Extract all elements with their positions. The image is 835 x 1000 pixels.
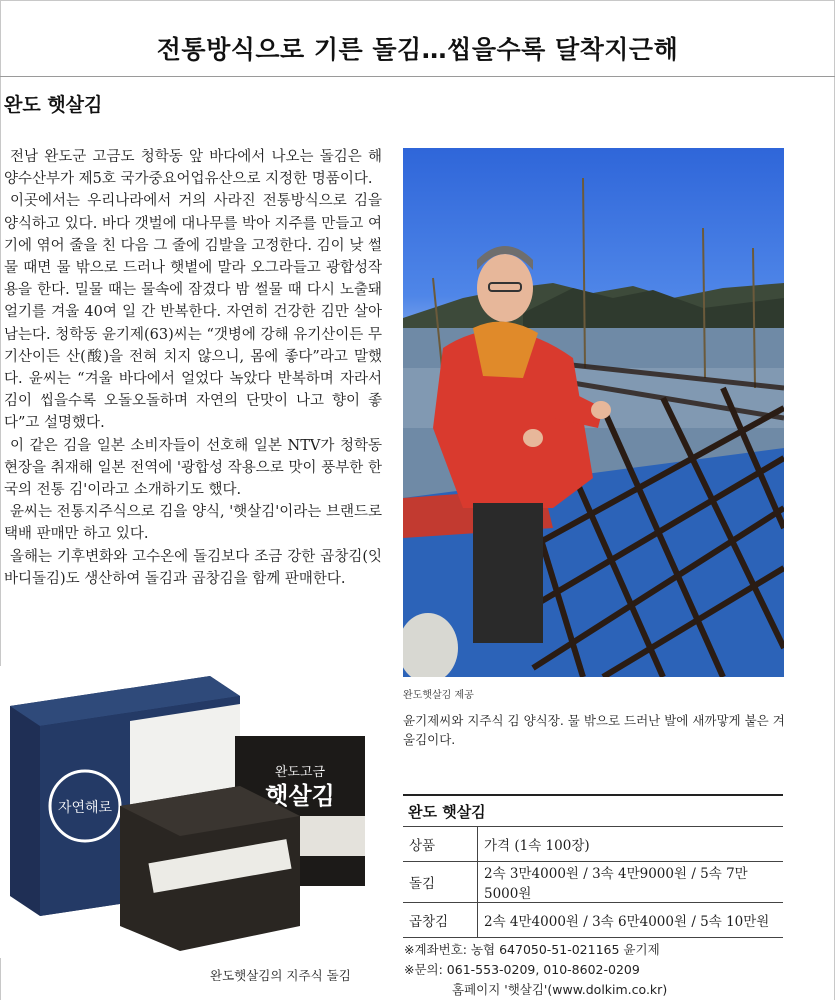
body-paragraph: 이곳에서는 우리나라에서 거의 사라진 전통방식으로 김을 양식하고 있다. 바다 갯벌에 대나무를 박아 지주를 만들고 여기에 엮어 줄을 친 다음 그 줄에 김발을 고정한다. 김이 낮 썰물 때면 물 밖으로 드러나 햇볕에 말라 오그라들고 광합성작용을 한다. 밀물 때는 물속에 잠겼다 밤 썰물 때 다시 노출돼 얼기를 겨울 40여 일 간 반복한다. 자연히 건강한 김만 살아남는다. 청학동 윤기제(63)씨는 “갯병에 강해 유기산이든 무기산이든 산(酸)을 전혀 치지 않으니, 몸에 좋다”라고 말했다. 윤씨는 “겨울 바다에서 얼었다 녹았다 반복하며 자라서 김이 씹을수록 오돌오돌하며 자연의 단맛이 나고 향이 좋다”고 설명했다.	[4, 193, 382, 432]
pack-big-text: 햇살김	[265, 782, 335, 810]
photo-credit: 완도햇살김 제공	[403, 690, 474, 701]
table-cell: 상품	[403, 827, 478, 862]
body-paragraph: 윤씨는 전통지주식으로 김을 양식, '햇살김'이라는 브랜드로 택배 판매만 하고 있다.	[4, 504, 382, 543]
body-paragraph: 전남 완도군 고금도 청학동 앞 바다에서 나오는 돌김은 해양수산부가 제5호 국가중요어업유산으로 지정한 명품이다.	[4, 149, 382, 188]
table-cell: 곱창김	[403, 903, 478, 938]
article-body	[4, 146, 382, 590]
body-paragraph: 이 같은 김을 일본 소비자들이 선호해 일본 NTV가 청학동 현장을 취재해 일본 전역에 '광합성 작용으로 맛이 풍부한 한국의 전통 김'이라고 소개하기도 했다.	[4, 437, 382, 499]
article-subhead: 완도 햇살김	[4, 94, 103, 116]
table-row	[403, 862, 783, 903]
body-paragraph: 올해는 기후변화와 고수온에 돌김보다 조금 강한 곱창김(잇바디돌김)도 생산하여 돌김과 곱창김을 함께 판매한다.	[4, 548, 382, 587]
product-caption: 완도햇살김의 지주식 돌김	[210, 968, 351, 983]
table-cell: 2속 4만4000원 / 3속 6만4000원 / 5속 10만원	[478, 903, 784, 938]
product-photo	[0, 666, 380, 958]
seaweed-farm-illustration	[403, 148, 784, 677]
photo-caption: 윤기제씨와 지주식 김 양식장. 물 밖으로 드러난 발에 새까맣게 붙은 겨울김이다.	[403, 713, 785, 747]
page-frame-top	[0, 0, 835, 1]
table-cell: 2속 3만4000원 / 3속 4만9000원 / 5속 7만5000원	[478, 862, 784, 903]
seaweed-box-illustration	[0, 666, 380, 958]
seaweed-farm-photo	[403, 148, 784, 677]
info-notes	[404, 940, 794, 1000]
info-box-rule	[403, 794, 783, 796]
box-brand-text: 자연해로	[57, 800, 113, 816]
info-box-title: 완도 햇살김	[408, 803, 486, 821]
headline-rule	[0, 76, 835, 77]
account-info: ※계좌번호: 농협 647050-51-021165 윤기제	[404, 942, 660, 957]
homepage-info: 홈페이지 '햇살김'(www.dolkim.co.kr)	[452, 982, 668, 997]
table-cell: 돌김	[403, 862, 478, 903]
pack-small-text: 완도고금	[274, 765, 326, 780]
article-headline: 전통방식으로 기른 돌김…씹을수록 달착지근해	[156, 35, 679, 64]
table-cell: 가격 (1속 100장)	[478, 827, 784, 862]
table-row	[403, 903, 783, 938]
price-table	[403, 826, 783, 938]
table-row	[403, 827, 783, 862]
contact-info: ※문의: 061-553-0209, 010-8602-0209	[404, 962, 640, 977]
